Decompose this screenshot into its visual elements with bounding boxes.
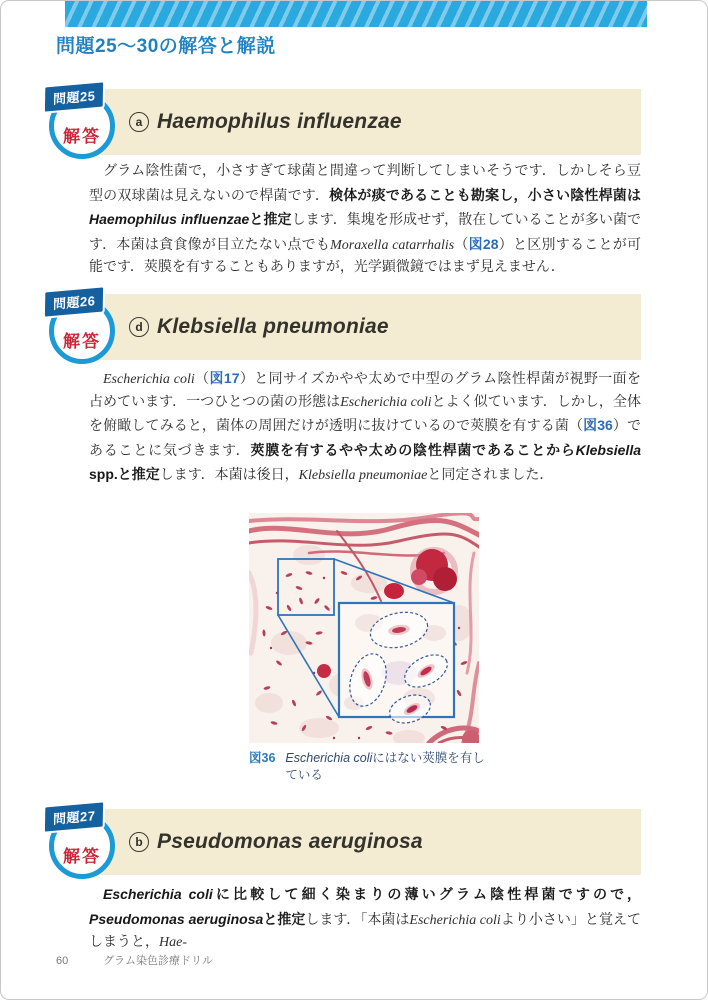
question-27-answer-header xyxy=(79,809,641,875)
answer-badge-label: 解答 xyxy=(63,847,101,866)
page-number: 60 xyxy=(56,955,69,967)
header-stripe-decoration xyxy=(65,1,647,27)
gram-stain-image xyxy=(249,513,479,743)
question-number-ribbon: 問題27 xyxy=(43,800,106,834)
figure-label: 図36 xyxy=(249,751,276,765)
page-footer xyxy=(56,952,213,968)
question-26-explanation: Escherichia coli（図17）と同サイズかやや太めで中型のグラム陰性桿菌が視野一面を占めています．一つひとつの菌の形態はEscherichia coliとよく似ています．しかし，全体を俯瞰してみると，菌体の周囲だけが透明に抜けているので莢膜を有する菌（図36）であることに気づきます．莢膜を有するやや太めの陰性桿菌であることからKlebsiella spp.と推定します．本菌は後日，Klebsiella pneumoniaeと同定されました． xyxy=(89,370,642,483)
question-number-ribbon: 問題26 xyxy=(43,285,106,319)
question-number-ribbon: 問題25 xyxy=(43,80,106,114)
book-title: グラム染色診療ドリル xyxy=(103,955,213,967)
question-27-answer-badge xyxy=(43,803,123,881)
question-26-answer-badge xyxy=(43,288,123,366)
choice-letter-icon: b xyxy=(129,832,149,852)
page-title: 問題25～30の解答と解説 xyxy=(56,36,276,57)
answer-species-name: Pseudomonas aeruginosa xyxy=(157,830,423,853)
zoom-inset-box xyxy=(339,603,454,728)
question-25-answer-header xyxy=(79,89,641,155)
question-25-explanation: グラム陰性菌で，小さすぎて球菌と間違って判断してしまいそうです．しかしそら豆型の双球菌は見えないので桿菌です．検体が痰であることも勘案し，小さい陰性桿菌はHaemophilus influenzaeと推定します．集塊を形成せず，散在していることが多い菌です．本菌は貪食像が目立たない点でもMoraxella catarrhalis（図28）と区別することが可能です．莢膜を有することもありますが，光学顕微鏡ではまず見えません． xyxy=(89,164,642,275)
question-27-explanation: Escherichia coliに比較して細く染まりの薄いグラム陰性桿菌ですので，Pseudomonas aeruginosaと推定します．「本菌はEscherichia coliより小さい」と覚えてしまうと，Hae- xyxy=(89,886,641,950)
answer-badge-label: 解答 xyxy=(63,127,101,146)
choice-letter-icon: a xyxy=(129,112,149,132)
figure-caption-text: Escherichia coliにはない莢膜を有している xyxy=(285,751,485,782)
question-26-answer-header xyxy=(79,294,641,360)
figure-36-micrograph xyxy=(249,513,479,743)
choice-letter-icon: d xyxy=(129,317,149,337)
figure-36-caption xyxy=(249,750,499,784)
question-25-answer-badge xyxy=(43,83,123,161)
answer-species-name: Klebsiella pneumoniae xyxy=(157,315,389,338)
answer-species-name: Haemophilus influenzae xyxy=(157,110,402,133)
answer-badge-label: 解答 xyxy=(63,332,101,351)
